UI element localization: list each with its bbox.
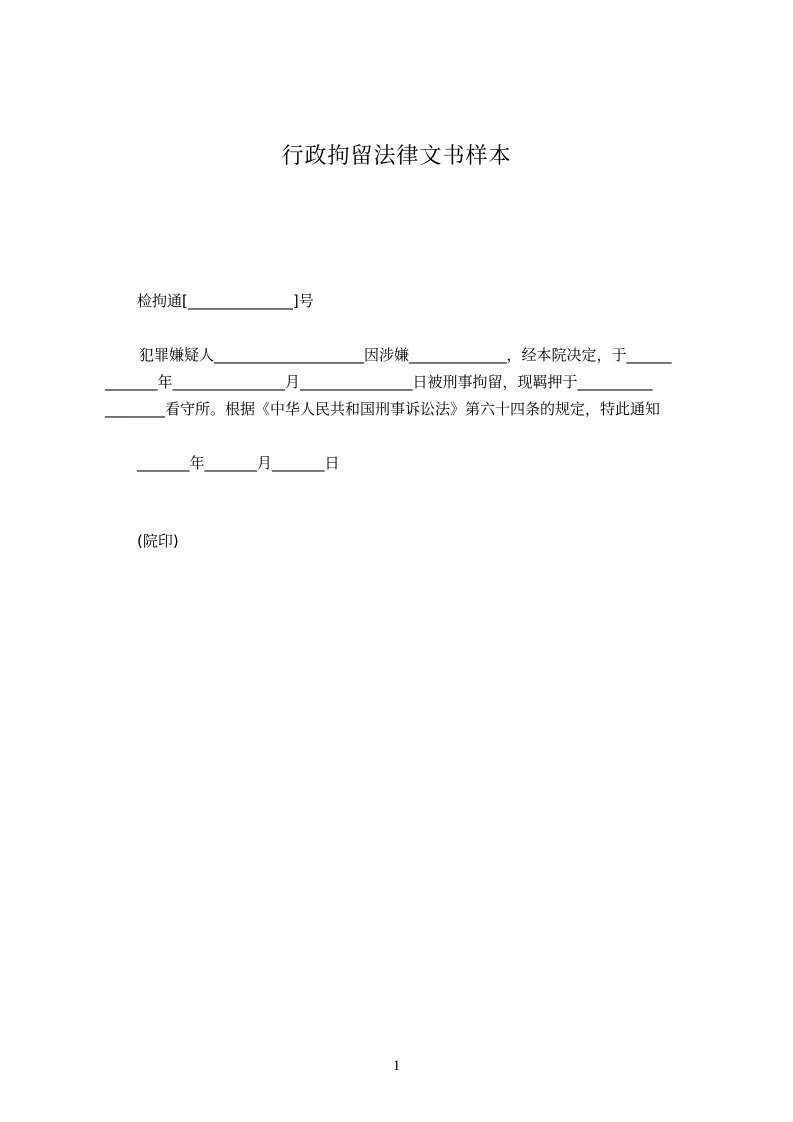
notice-paragraph-line-2: _______年_______________月_______________日被刑事拘留，现羁押于__________ — [105, 373, 653, 391]
case-number-line: 检拘通[______________]号 — [137, 292, 314, 310]
notice-paragraph-line-3: ________看守所。根据《中华人民共和国刑事诉讼法》第六十四条的规定，特此通知 — [105, 400, 661, 418]
notice-paragraph-line-1: 犯罪嫌疑人____________________因涉嫌_____________，经本院决定，于______ — [139, 346, 672, 364]
page-number: 1 — [392, 1058, 401, 1074]
date-line: _______年_______月_______日 — [137, 454, 340, 472]
court-seal: (院印) — [137, 532, 179, 550]
document-title: 行政拘留法律文书样本 — [281, 144, 512, 169]
